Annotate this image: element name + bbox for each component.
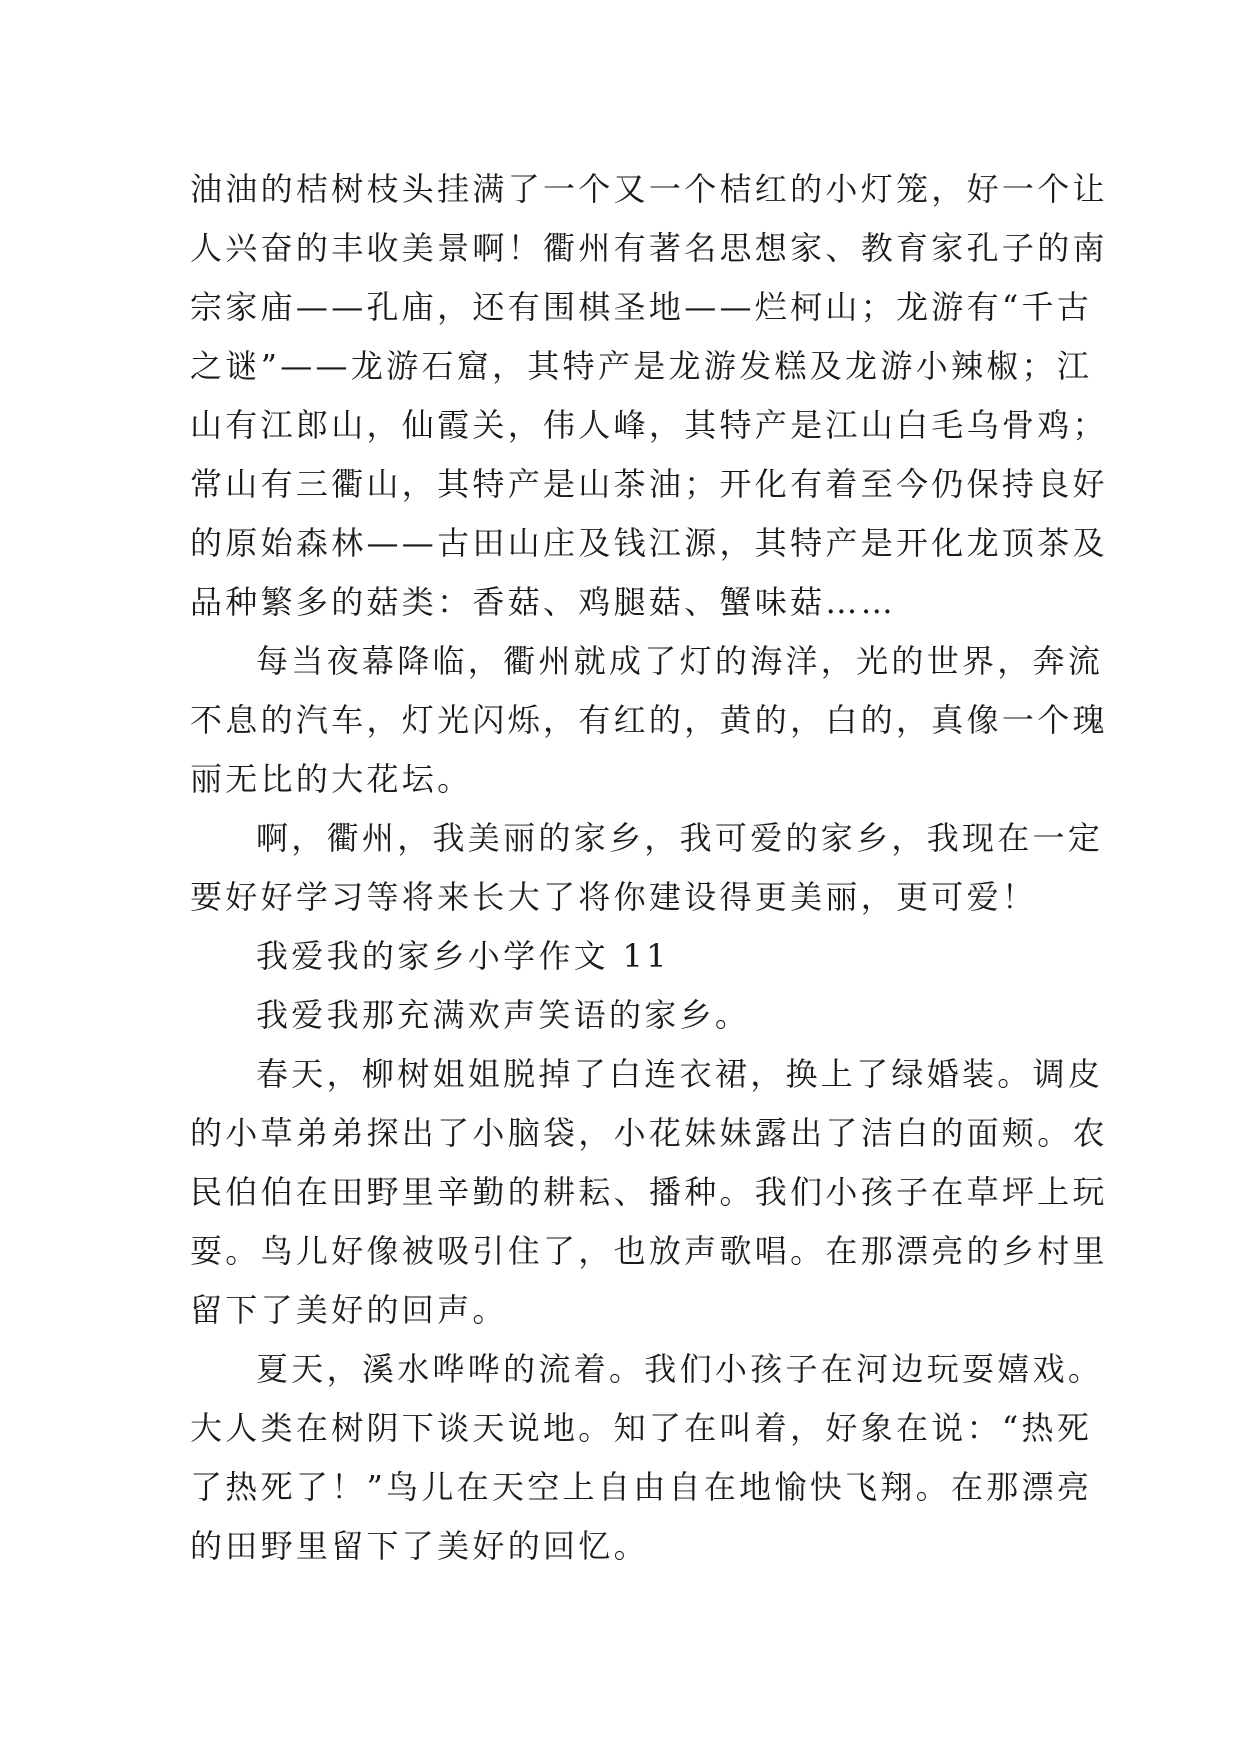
text-line: 山有江郎山，仙霞关，伟人峰，其特产是江山白毛乌骨鸡； [190, 406, 1108, 444]
text-line: 要好好学习等将来长大了将你建设得更美丽，更可爱！ [190, 878, 1038, 916]
essay-title [190, 927, 1070, 986]
text-line: 丽无比的大花坛。 [190, 760, 473, 798]
paragraph-night-lights [190, 632, 1108, 809]
text-line: 民伯伯在田野里辛勤的耕耘、播种。我们小孩子在草坪上玩 [190, 1173, 1108, 1211]
text-line: 耍。鸟儿好像被吸引住了，也放声歌唱。在那漂亮的乡村里 [190, 1232, 1108, 1270]
text-line: 的原始森林——古田山庄及钱江源，其特产是开化龙顶茶及 [190, 524, 1108, 562]
text-line: 品种繁多的菇类：香菇、鸡腿菇、蟹味菇…… [190, 583, 897, 621]
text-line: 不息的汽车，灯光闪烁，有红的，黄的，白的，真像一个瑰 [190, 701, 1108, 739]
text-line: 之谜”——龙游石窟，其特产是龙游发糕及龙游小辣椒；江 [190, 347, 1093, 385]
essay-body [190, 160, 1108, 1576]
text-line: 大人类在树阴下谈天说地。知了在叫着，好象在说：“热死 [190, 1409, 1093, 1447]
text-line: 的小草弟弟探出了小脑袋，小花妹妹露出了洁白的面颊。农 [190, 1114, 1108, 1152]
text-line: 春天，柳树姐姐脱掉了白连衣裙，换上了绿婚装。调皮 [256, 1055, 1104, 1093]
text-line: 啊，衢州，我美丽的家乡，我可爱的家乡，我现在一定 [256, 819, 1104, 857]
title-line: 我爱我的家乡小学作文 11 [256, 937, 670, 975]
text-line: 夏天，溪水哗哗的流着。我们小孩子在河边玩耍嬉戏。 [256, 1350, 1104, 1388]
paragraph-conclusion [190, 809, 1104, 927]
paragraph-quzhou-specialties [190, 160, 1108, 632]
paragraph-intro [190, 986, 1070, 1045]
text-line: 油油的桔树枝头挂满了一个又一个桔红的小灯笼，好一个让 [190, 170, 1108, 208]
text-line: 每当夜幕降临，衢州就成了灯的海洋，光的世界，奔流 [256, 642, 1104, 680]
text-line: 宗家庙——孔庙，还有围棋圣地——烂柯山；龙游有“千古 [190, 288, 1093, 326]
paragraph-summer [190, 1340, 1104, 1576]
text-line: 留下了美好的回声。 [190, 1291, 508, 1329]
paragraph-spring [190, 1045, 1108, 1340]
text-line: 我爱我那充满欢声笑语的家乡。 [256, 996, 751, 1034]
text-line: 人兴奋的丰收美景啊！衢州有著名思想家、教育家孔子的南 [190, 229, 1108, 267]
text-line: 常山有三衢山，其特产是山茶油；开化有着至今仍保持良好 [190, 465, 1108, 503]
text-line: 的田野里留下了美好的回忆。 [190, 1527, 649, 1565]
text-line: 了热死了！”鸟儿在天空上自由自在地愉快飞翔。在那漂亮 [190, 1468, 1093, 1506]
